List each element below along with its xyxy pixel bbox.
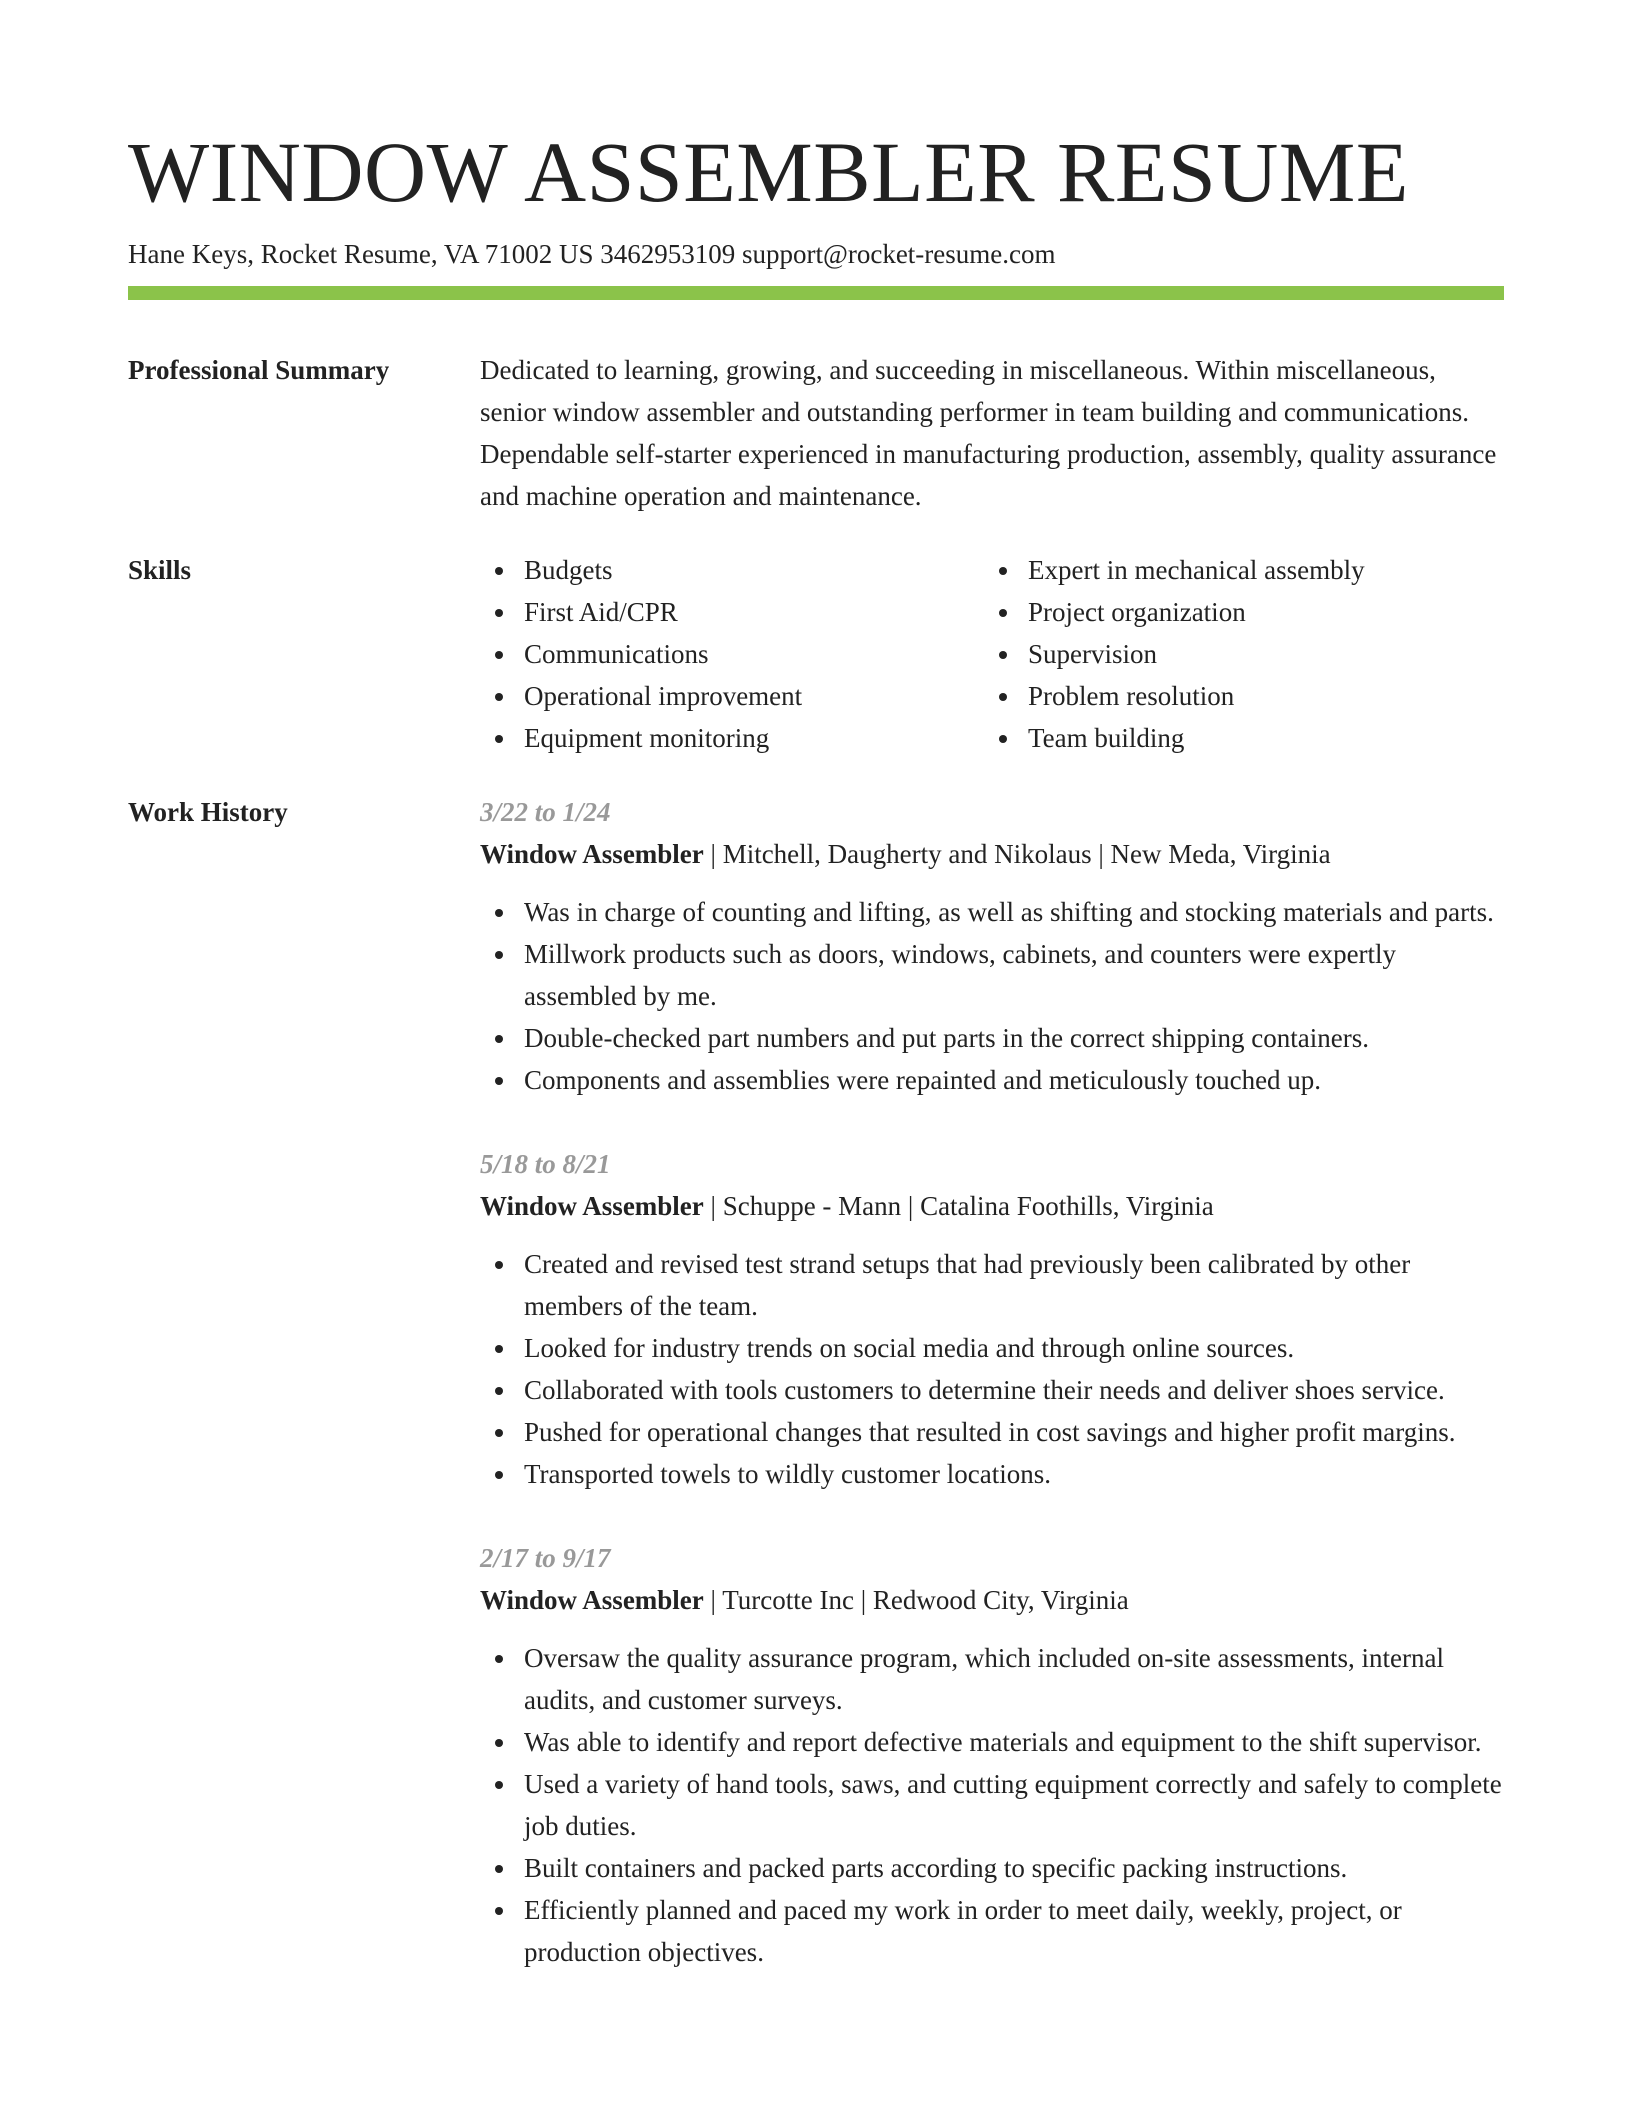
skills-label: Skills (128, 555, 192, 585)
contact-line: Hane Keys, Rocket Resume, VA 71002 US 3462953109 support@rocket-resume.com (128, 239, 1056, 269)
job-title: Window Assembler (480, 839, 704, 869)
job-separator: | (703, 1585, 723, 1615)
job-location: New Meda, Virginia (1110, 839, 1331, 869)
job-bullet-list (480, 1243, 1504, 1495)
skill-item: Problem resolution (984, 675, 1488, 717)
skill-item: Team building (984, 717, 1488, 759)
job-bullet-list (480, 891, 1504, 1101)
job-bullet: Collaborated with tools customers to determine their needs and deliver shoes service. (480, 1369, 1504, 1411)
job-bullet: Efficiently planned and paced my work in order to meet daily, weekly, project, or production objectives. (480, 1889, 1504, 1973)
summary-text: Dedicated to learning, growing, and succeeding in miscellaneous. Within miscellaneous, senior window assembler and outstanding performer in team building and communications. Dependable self-starter experienced in manufacturing production, assembly, quality assurance and machine operation and maintenance. (480, 355, 1497, 511)
job-separator: | (901, 1191, 921, 1221)
summary-label: Professional Summary (128, 355, 390, 385)
job-bullet-list (480, 1637, 1504, 1973)
accent-divider (128, 286, 1504, 300)
work-history-label: Work History (128, 797, 288, 827)
job-company: Schuppe - Mann (722, 1191, 902, 1221)
skill-item: Budgets (480, 549, 984, 591)
skill-item: First Aid/CPR (480, 591, 984, 633)
job-heading (480, 1579, 1504, 1621)
job-separator: | (703, 1191, 723, 1221)
resume-header (128, 118, 1504, 272)
skill-item: Supervision (984, 633, 1488, 675)
skills-column-left (480, 549, 984, 759)
job-location: Catalina Foothills, Virginia (920, 1191, 1214, 1221)
job-heading (480, 1185, 1504, 1227)
work-history-body (480, 791, 1504, 1973)
skills-column-right (984, 549, 1488, 759)
job-bullet: Created and revised test strand setups that had previously been calibrated by other members of the team. (480, 1243, 1504, 1327)
skill-item: Communications (480, 633, 984, 675)
job-location: Redwood City, Virginia (872, 1585, 1129, 1615)
resume-title: WINDOW ASSEMBLER RESUME (128, 124, 1409, 220)
job-separator: | (853, 1585, 873, 1615)
job-bullet: Millwork products such as doors, windows, cabinets, and counters were expertly assembled by me. (480, 933, 1504, 1017)
skill-item: Project organization (984, 591, 1488, 633)
job-bullet: Oversaw the quality assurance program, which included on-site assessments, internal audits, and customer surveys. (480, 1637, 1504, 1721)
job-separator: | (703, 839, 723, 869)
job-dates: 3/22 to 1/24 (480, 797, 611, 827)
job-entry (480, 791, 1504, 1101)
job-bullet: Pushed for operational changes that resulted in cost savings and higher profit margins. (480, 1411, 1504, 1453)
job-dates: 2/17 to 9/17 (480, 1543, 611, 1573)
job-bullet: Double-checked part numbers and put parts in the correct shipping containers. (480, 1017, 1504, 1059)
job-heading (480, 833, 1504, 875)
job-company: Mitchell, Daugherty and Nikolaus (722, 839, 1092, 869)
job-title: Window Assembler (480, 1191, 704, 1221)
job-bullet: Used a variety of hand tools, saws, and cutting equipment correctly and safely to complete job duties. (480, 1763, 1504, 1847)
job-bullet: Built containers and packed parts according to specific packing instructions. (480, 1847, 1504, 1889)
job-dates: 5/18 to 8/21 (480, 1149, 611, 1179)
skill-item: Expert in mechanical assembly (984, 549, 1488, 591)
job-bullet: Was in charge of counting and lifting, as well as shifting and stocking materials and parts. (480, 891, 1504, 933)
job-entry (480, 1537, 1504, 1973)
job-bullet: Components and assemblies were repainted and meticulously touched up. (480, 1059, 1504, 1101)
skill-item: Operational improvement (480, 675, 984, 717)
job-company: Turcotte Inc (722, 1585, 854, 1615)
job-bullet: Looked for industry trends on social media and through online sources. (480, 1327, 1504, 1369)
job-bullet: Was able to identify and report defective materials and equipment to the shift supervisor. (480, 1721, 1504, 1763)
job-separator: | (1091, 839, 1111, 869)
summary-body (480, 349, 1504, 517)
skills-body (480, 549, 1504, 759)
job-title: Window Assembler (480, 1585, 704, 1615)
job-entry (480, 1143, 1504, 1495)
skill-item: Equipment monitoring (480, 717, 984, 759)
job-bullet: Transported towels to wildly customer locations. (480, 1453, 1504, 1495)
